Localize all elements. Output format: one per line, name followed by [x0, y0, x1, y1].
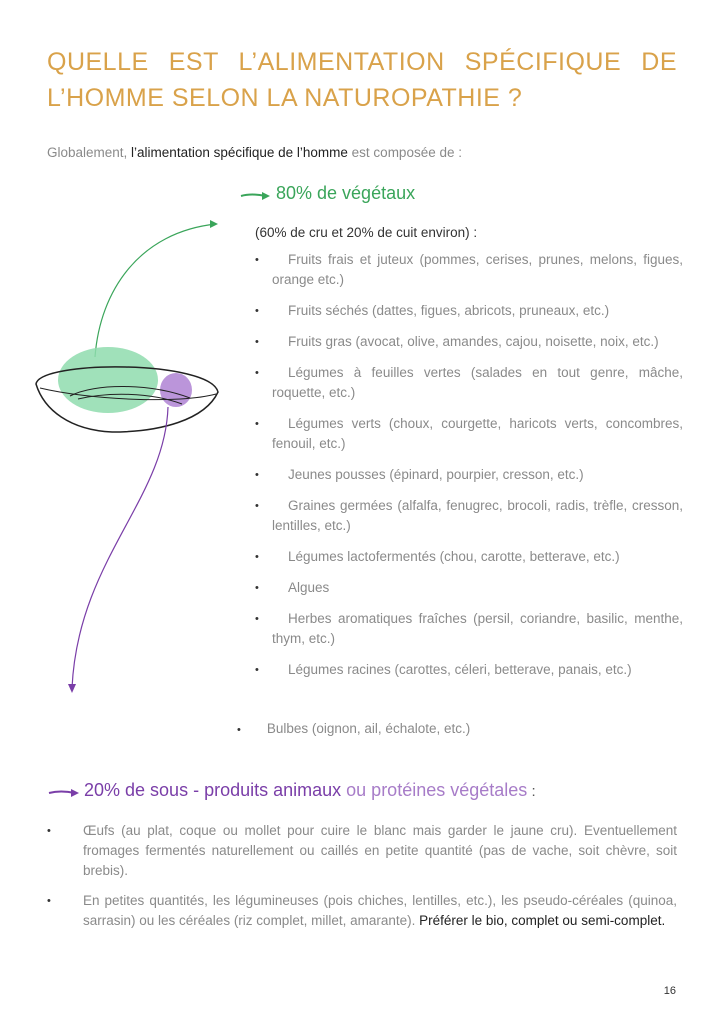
animal-heading-main: 20% de sous - produits animaux — [84, 780, 342, 800]
intro-after: est composée de : — [347, 145, 462, 160]
list-item: • En petites quantités, les légumineuses (pois chiches, lentilles, etc.), les pseudo-céréales (quinoa, sarrasin) ou les céréales (riz complet, millet, amarante). Préférer le bio, complet ou semi-complet. — [47, 891, 677, 931]
vegetal-subheading: (60% de cru et 20% de cuit environ) : — [255, 225, 478, 240]
purple-arrow-head — [68, 684, 76, 693]
animal-heading — [48, 780, 536, 801]
page-title: QUELLE EST L’ALIMENTATION SPÉCIFIQUE DE L’HOMME SELON LA NATUROPATHIE ? — [47, 48, 677, 112]
animal-heading-colon: : — [527, 783, 536, 800]
animal-list — [47, 821, 677, 941]
animal-heading-light: ou protéines végétales — [341, 780, 528, 800]
list-item: • Fruits gras (avocat, olive, amandes, cajou, noisette, noix, etc.) — [255, 332, 683, 352]
list-item: • Fruits frais et juteux (pommes, cerises, prunes, melons, figues, orange etc.) — [255, 250, 683, 290]
green-portion — [58, 347, 158, 413]
page-number: 16 — [663, 985, 676, 997]
purple-arrow-icon — [72, 407, 168, 688]
list-item: • Herbes aromatiques fraîches (persil, coriandre, basilic, menthe, thym, etc.) — [255, 609, 683, 649]
list-item-bulbes: • Bulbes (oignon, ail, échalote, etc.) — [237, 721, 470, 736]
list-item: • Légumes verts (choux, courgette, haricots verts, concombres, fenouil, etc.) — [255, 414, 683, 454]
list-item: • Jeunes pousses (épinard, pourpier, cresson, etc.) — [255, 465, 683, 485]
list-item: • Œufs (au plat, coque ou mollet pour cuire le blanc mais garder le jaune cru). Eventuellement fromages fermentés naturellement ou caillés en petite quantité (pas de vache, soit chèvre, soit brebis). — [47, 821, 677, 881]
green-arrow-icon — [95, 224, 216, 357]
list-item: • Graines germées (alfalfa, fenugrec, brocoli, radis, trèfle, cresson, lentilles, etc.) — [255, 496, 683, 536]
intro-highlight: l’alimentation spécifique de l’homme — [131, 145, 348, 160]
intro-before: Globalement, — [47, 145, 132, 160]
green-arrow-head — [210, 220, 218, 228]
vegetal-list — [255, 250, 683, 691]
vegetal-heading — [240, 183, 415, 204]
vegetal-heading-text: 80% de végétaux — [276, 183, 416, 203]
list-item: • Légumes racines (carottes, céleri, betterave, panais, etc.) — [255, 660, 683, 680]
list-item: • Légumes à feuilles vertes (salades en tout genre, mâche, roquette, etc.) — [255, 363, 683, 403]
list-item: • Légumes lactofermentés (chou, carotte, betterave, etc.) — [255, 547, 683, 567]
list-item: • Fruits séchés (dattes, figues, abricots, pruneaux, etc.) — [255, 301, 683, 321]
list-item: • Algues — [255, 578, 683, 598]
